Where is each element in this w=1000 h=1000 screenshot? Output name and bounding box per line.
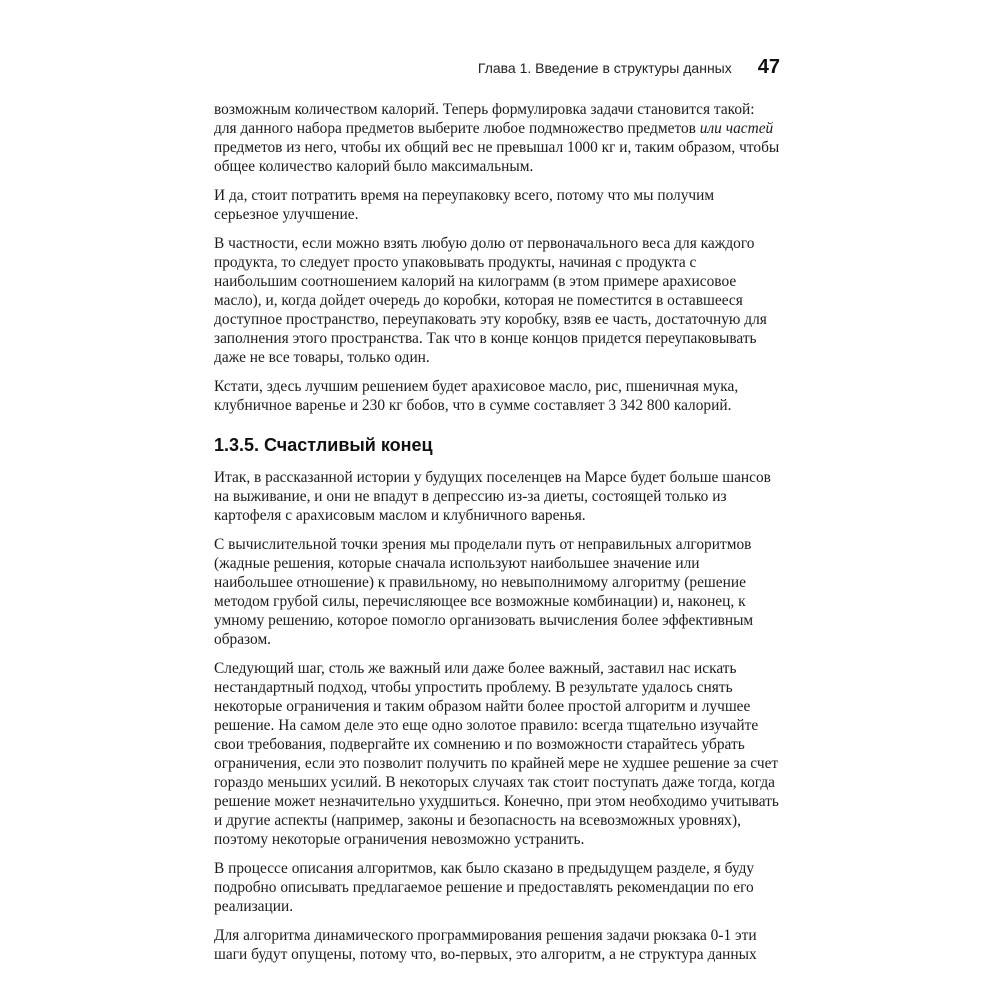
paragraph: С вычислительной точки зрения мы проделали путь от неправильных алгоритмов (жадные решения, которые сначала используют наибольшее значение или наибольшее отношение) к правильному, но невыполнимому алгоритму (решение методом грубой силы, перечисляющее все возможные комбинации) и, наконец, к умному решению, которое помогло организовать вычисления более эффективным образом. [214, 536, 754, 648]
emphasis-text: или частей [699, 120, 774, 137]
book-page [214, 56, 780, 974]
paragraph: Для алгоритма динамического программирования решения задачи рюкзака 0-1 эти шаги будут опущены, потому что, во-первых, это алгоритм, а не структура данных [214, 927, 757, 963]
page-number: 47 [757, 56, 780, 78]
paragraph: И да, стоит потратить время на переупаковку всего, потому что мы получим серьезное улучшение. [214, 187, 715, 223]
paragraph: возможным количеством калорий. Теперь формулировка задачи становится такой: для данного набора предметов выберите любое подмножество предметов или частей предметов из него, чтобы их общий вес не превышал 1000 кг и, таким образом, чтобы общее количество калорий было максимальным. [214, 101, 780, 175]
paragraph: Кстати, здесь лучшим решением будет арахисовое масло, рис, пшеничная мука, клубничное варенье и 230 кг бобов, что в сумме составляет 3 342 800 калорий. [214, 378, 739, 414]
paragraph: Следующий шаг, столь же важный или даже более важный, заставил нас искать нестандартный подход, чтобы упростить проблему. В результате удалось снять некоторые ограничения и таким образом найти более простой алгоритм и лучшее решение. На самом деле это еще одно золотое правило: всегда тщательно изучайте свои требования, подвергайте их сомнению и по возможности старайтесь убрать ограничения, если это позволит получить по крайней мере не худшее решение за счет гораздо меньших усилий. В некоторых случаях так стоит поступать даже тогда, когда решение может незначительно ухудшиться. Конечно, при этом необходимо учитывать и другие аспекты (например, законы и безопасность на всевозможных уровнях), поэтому некоторые ограничения невозможно устранить. [214, 660, 779, 848]
paragraph: В частности, если можно взять любую долю от первоначального веса для каждого продукта, то следует просто упаковывать продукты, начиная с продукта с наибольшим соотношением калорий на килограмм (в этом примере арахисовое масло), и, когда дойдет очередь до коробки, которая не поместится в оставшееся доступное пространство, переупаковать эту коробку, взяв ее часть, достаточную для заполнения этого пространства. Так что в конце концов придется переупаковывать даже не все товары, только один. [214, 235, 767, 366]
running-header [214, 56, 780, 94]
section-heading: 1.3.5. Счастливый конец [214, 435, 433, 455]
chapter-title: Глава 1. Введение в структуры данных [477, 60, 732, 76]
paragraph: В процессе описания алгоритмов, как было сказано в предыдущем разделе, я буду подробно описывать предлагаемое решение и предоставлять рекомендации по его реализации. [214, 860, 755, 915]
paragraph: Итак, в рассказанной истории у будущих поселенцев на Марсе будет больше шансов на выживание, и они не впадут в депрессию из-за диеты, состоящей только из картофеля с арахисовым маслом и клубничного варенья. [214, 469, 771, 524]
